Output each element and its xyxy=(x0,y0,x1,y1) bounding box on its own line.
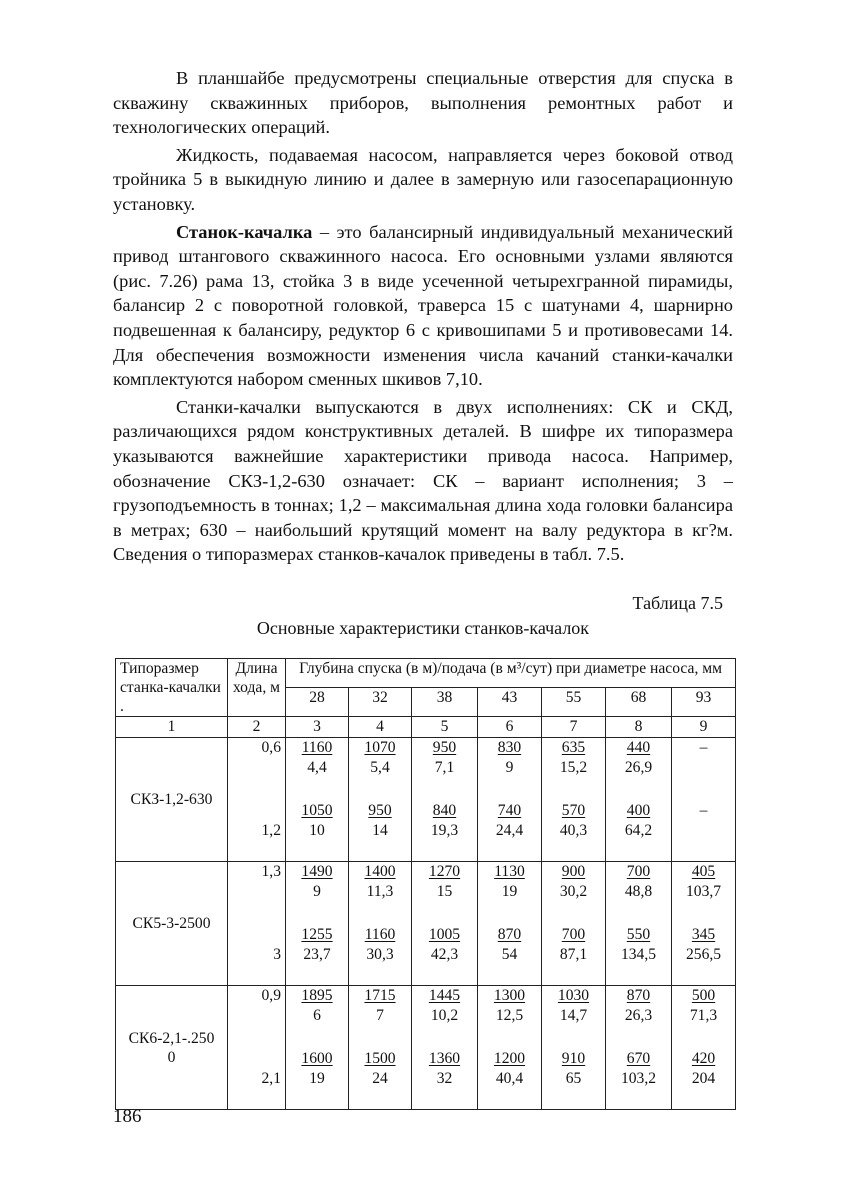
value-cell xyxy=(412,862,478,986)
depth-value: 1360 xyxy=(428,1050,461,1067)
flow-value: 19 xyxy=(309,1070,325,1087)
depth-value: 570 xyxy=(561,802,586,819)
depth-value: 1445 xyxy=(428,987,461,1004)
value-cell xyxy=(672,862,736,986)
stroke-value: 3 xyxy=(273,946,281,963)
flow-value: 6 xyxy=(313,1007,321,1024)
table-number: Таблица 7.5 xyxy=(632,593,723,613)
depth-value: 500 xyxy=(691,987,716,1004)
table-body xyxy=(116,738,736,1110)
value-cell xyxy=(286,862,349,986)
body-text xyxy=(113,66,733,570)
table-row xyxy=(116,738,736,862)
flow-value: 24 xyxy=(372,1070,388,1087)
header-model: Типоразмер станка-качалки . xyxy=(116,659,228,717)
depth-value: 740 xyxy=(497,802,522,819)
flow-value: 9 xyxy=(505,759,514,776)
depth-value: 345 xyxy=(691,926,716,943)
flow-value: 71,3 xyxy=(689,1007,718,1024)
column-number: 8 xyxy=(606,717,672,738)
depth-value: 550 xyxy=(626,926,651,943)
value-cell xyxy=(542,986,606,1110)
flow-value: 204 xyxy=(691,1070,716,1087)
header-stroke: Длина хода, м xyxy=(228,659,286,717)
flow-value: 48,8 xyxy=(624,883,653,900)
value-cell xyxy=(606,862,672,986)
flow-value: 14 xyxy=(372,822,388,839)
flow-value: 32 xyxy=(436,1070,453,1087)
value-cell xyxy=(672,986,736,1110)
flow-value: 9 xyxy=(313,883,321,900)
value-cell xyxy=(286,738,349,862)
flow-value: 30,2 xyxy=(559,883,588,900)
column-number: 4 xyxy=(349,717,412,738)
stroke-value: 1,3 xyxy=(261,863,281,880)
value-cell xyxy=(542,862,606,986)
column-number: 5 xyxy=(412,717,478,738)
depth-value: 910 xyxy=(561,1050,586,1067)
flow-value: 7 xyxy=(376,1007,384,1024)
table-row xyxy=(116,986,736,1110)
flow-value: 134,5 xyxy=(620,946,657,963)
depth-value: 950 xyxy=(432,739,457,756)
depth-value: 870 xyxy=(497,926,522,943)
depth-value: 870 xyxy=(626,987,651,1004)
depth-value: 1030 xyxy=(557,987,590,1004)
header-diameter-32: 32 xyxy=(349,688,412,717)
value-cell xyxy=(606,986,672,1110)
flow-value: 15,2 xyxy=(559,759,588,776)
paragraph-1: В планшайбе предусмотрены специальные отверстия для спуска в скважину скважинных приборов, выполнения ремонтных работ и технологических операций. xyxy=(113,68,733,138)
flow-value: 24,4 xyxy=(495,822,524,839)
paragraph-2: Жидкость, подаваемая насосом, направляется через боковой отвод тройника 5 в выкидную линию и далее в замерную или газосепарационную установку. xyxy=(113,144,733,214)
depth-value: 900 xyxy=(561,863,586,880)
value-cell xyxy=(412,986,478,1110)
flow-value: 10,2 xyxy=(430,1007,459,1024)
value-cell xyxy=(542,738,606,862)
flow-value: 30,3 xyxy=(366,946,394,963)
flow-value: 5,4 xyxy=(370,759,390,776)
flow-value: 14,7 xyxy=(559,1007,588,1024)
column-number: 2 xyxy=(228,717,286,738)
header-diameter-55: 55 xyxy=(542,688,606,717)
column-numbers-row xyxy=(116,717,736,738)
header-diameter-68: 68 xyxy=(606,688,672,717)
depth-value: 1500 xyxy=(364,1050,396,1067)
stroke-value: 0,6 xyxy=(261,739,281,756)
depth-value: 1050 xyxy=(301,802,333,819)
flow-value: 11,3 xyxy=(366,883,394,900)
value-cell xyxy=(349,738,412,862)
depth-value: 1490 xyxy=(301,863,333,880)
flow-value: 256,5 xyxy=(685,946,722,963)
value-cell xyxy=(286,986,349,1110)
depth-value: 1300 xyxy=(493,987,526,1004)
flow-value: 12,5 xyxy=(495,1007,524,1024)
column-number: 1 xyxy=(116,717,228,738)
header-diameter-28: 28 xyxy=(286,688,349,717)
header-diameter-43: 43 xyxy=(478,688,542,717)
value-cell xyxy=(349,862,412,986)
value-cell xyxy=(478,738,542,862)
depth-value: 1270 xyxy=(428,863,461,880)
stroke-cell xyxy=(228,738,286,862)
depth-value: 400 xyxy=(626,802,651,819)
depth-value: 1400 xyxy=(364,863,396,880)
depth-value: 405 xyxy=(691,863,716,880)
stroke-value: 2,1 xyxy=(261,1070,281,1087)
paragraph-3: Станок-качалка – это балансирный индивидуальный механический привод штангового скважинного насоса. Его основными узлами являются (рис. 7.26) рама 13, стойка 3 в виде усеченной четырехгранной пирамиды, балансир 2 с поворотной головкой, траверса 15 с шатунами 4, шарнирно подвешенная к балансиру, редуктор 6 с кривошипами 5 и противовесами 14. Для обеспечения возможности изменения числа качаний станки-качалки комплектуются набором сменных шкивов 7,10. xyxy=(113,221,733,390)
table-caption: Основные характеристики станков-качалок xyxy=(256,618,590,638)
depth-value: 670 xyxy=(626,1050,651,1067)
depth-value: 1895 xyxy=(301,987,333,1004)
characteristics-table xyxy=(115,658,736,1110)
flow-value xyxy=(674,758,733,778)
flow-value: 65 xyxy=(565,1070,582,1087)
value-cell xyxy=(478,862,542,986)
flow-value: 87,1 xyxy=(559,946,588,963)
value-cell xyxy=(412,738,478,862)
value-cell xyxy=(349,986,412,1110)
term-bold: Станок-качалка xyxy=(176,221,313,242)
value-cell xyxy=(478,986,542,1110)
header-depth-group: Глубина спуска (в м)/подача (в м³/сут) при диаметре насоса, мм xyxy=(286,659,736,688)
depth-value: 950 xyxy=(368,802,392,819)
column-number: 9 xyxy=(672,717,736,738)
depth-value: 840 xyxy=(432,802,457,819)
value-cell xyxy=(672,738,736,862)
flow-value: 10 xyxy=(309,822,325,839)
flow-value: 26,9 xyxy=(624,759,653,776)
table-row xyxy=(116,862,736,986)
flow-value: 42,3 xyxy=(430,946,459,963)
depth-value: 1200 xyxy=(493,1050,526,1067)
model-cell: СК5-3-2500 xyxy=(116,862,228,986)
depth-value: 700 xyxy=(626,863,651,880)
flow-value: 40,3 xyxy=(559,822,588,839)
model-cell: СК6-2,1-.2500 xyxy=(116,986,228,1110)
value-cell xyxy=(606,738,672,862)
flow-value: 23,7 xyxy=(303,946,331,963)
flow-value: 54 xyxy=(501,946,518,963)
flow-value: 26,3 xyxy=(624,1007,653,1024)
column-number: 7 xyxy=(542,717,606,738)
flow-value: 40,4 xyxy=(495,1070,524,1087)
depth-value: 1130 xyxy=(494,863,525,880)
depth-value: 635 xyxy=(561,739,586,756)
depth-value: 1255 xyxy=(301,926,333,943)
depth-value: 1715 xyxy=(364,987,396,1004)
depth-value: 1005 xyxy=(428,926,461,943)
depth-value: 1070 xyxy=(364,739,396,756)
depth-value: 1160 xyxy=(301,739,333,756)
page-number: 186 xyxy=(113,1106,142,1127)
header-diameter-93: 93 xyxy=(672,688,736,717)
flow-value xyxy=(674,821,733,841)
depth-value: 830 xyxy=(497,739,522,756)
depth-value: – xyxy=(699,802,708,819)
paragraph-4: Станки-качалки выпускаются в двух исполнениях: СК и СКД, различающихся рядом конструктивных деталей. В шифре их типоразмера указываются важнейшие характеристики привода насоса. Например, обозначение СКЗ-1,2-630 означает: СК – вариант исполнения; 3 – грузоподъемность в тоннах; 1,2 – максимальная длина хода головки балансира в метрах; 630 – наибольший крутящий момент на валу редуктора в кг?м. Сведения о типоразмерах станков-качалок приведены в табл. 7.5. xyxy=(113,396,733,565)
column-number: 6 xyxy=(478,717,542,738)
flow-value: 4,4 xyxy=(307,759,327,776)
depth-value: 440 xyxy=(626,739,651,756)
depth-value: 1600 xyxy=(301,1050,333,1067)
depth-value: 700 xyxy=(561,926,586,943)
model-cell: СКЗ-1,2-630 xyxy=(116,738,228,862)
stroke-value: 1,2 xyxy=(261,822,281,839)
depth-value: – xyxy=(699,739,708,756)
flow-value: 103,7 xyxy=(685,883,722,900)
stroke-value: 0,9 xyxy=(261,987,281,1004)
stroke-cell xyxy=(228,862,286,986)
header-diameter-38: 38 xyxy=(412,688,478,717)
depth-value: 420 xyxy=(691,1050,716,1067)
depth-value: 1160 xyxy=(364,926,396,943)
flow-value: 64,2 xyxy=(624,822,653,839)
column-number: 3 xyxy=(286,717,349,738)
flow-value: 15 xyxy=(436,883,453,900)
flow-value: 7,1 xyxy=(434,759,455,776)
stroke-cell xyxy=(228,986,286,1110)
flow-value: 19,3 xyxy=(430,822,459,839)
flow-value: 19 xyxy=(501,883,518,900)
flow-value: 103,2 xyxy=(620,1070,657,1087)
